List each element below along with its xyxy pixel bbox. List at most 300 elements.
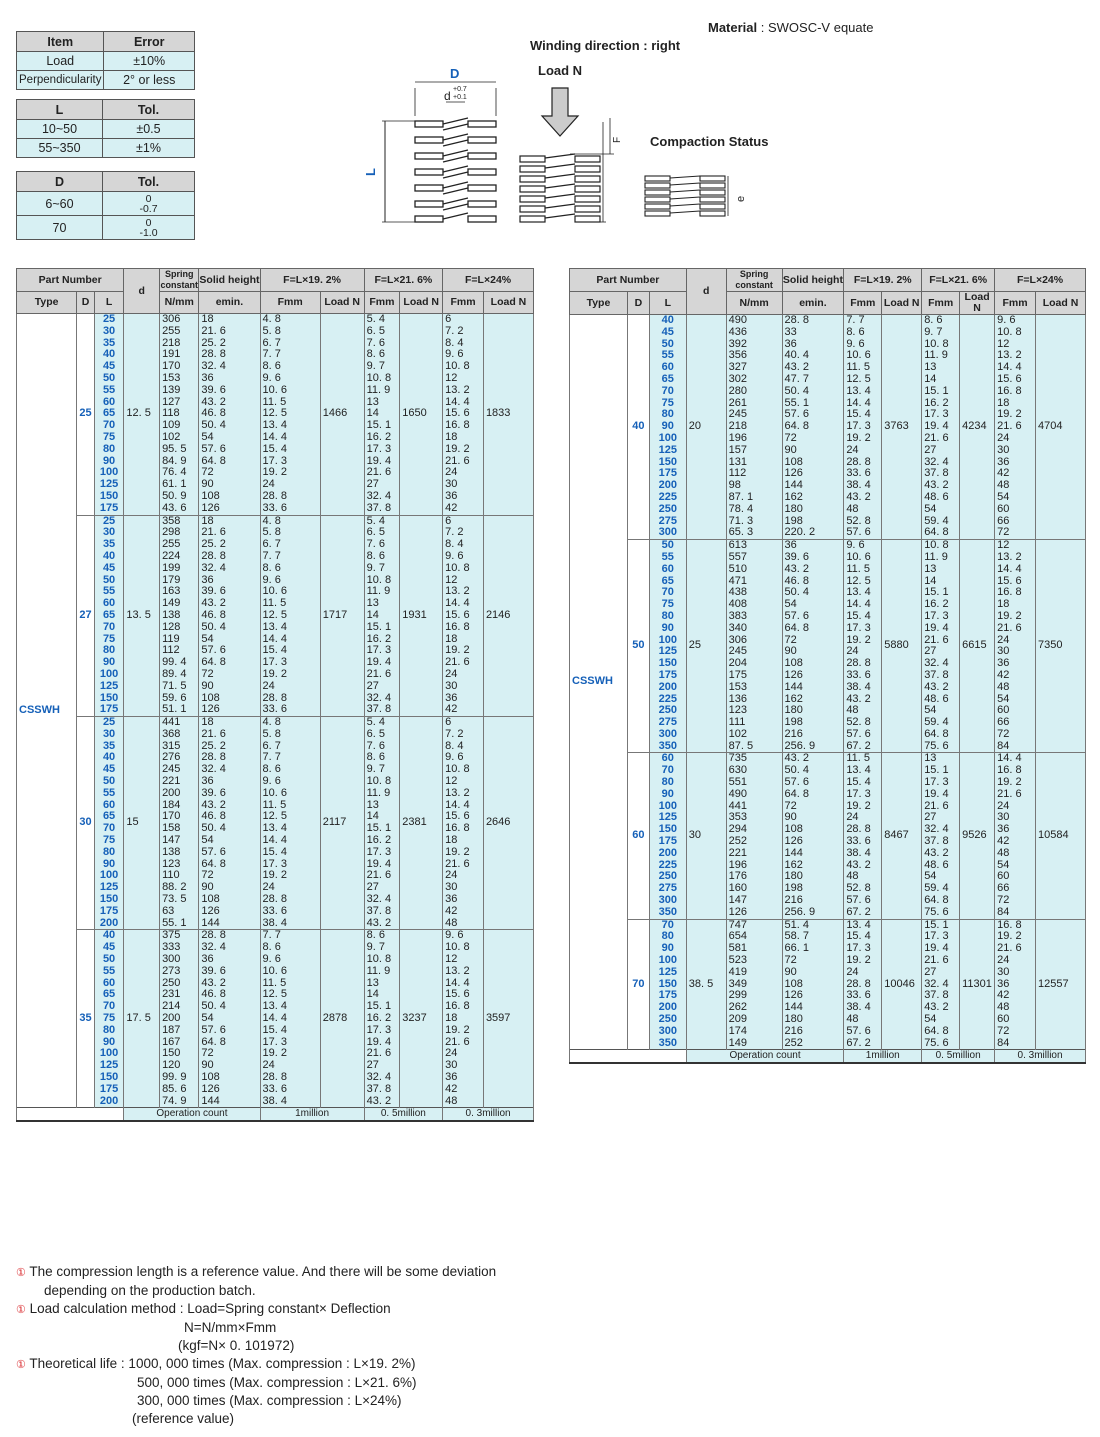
L-cell: 35 bbox=[94, 338, 124, 350]
solid-height-cell: 40. 4 bbox=[782, 350, 844, 362]
fmm192-cell: 13. 4 bbox=[844, 386, 882, 398]
fmm216-cell: 19. 4 bbox=[364, 1037, 400, 1049]
L-cell: 65 bbox=[94, 811, 124, 823]
spring-constant-cell: 315 bbox=[160, 741, 199, 753]
op-1m: 1million bbox=[260, 1108, 364, 1122]
fmm192-cell: 10. 6 bbox=[844, 552, 882, 564]
spring-constant-cell: 221 bbox=[726, 848, 782, 860]
fmm216-cell: 13 bbox=[364, 800, 400, 812]
fmm216-cell: 11. 9 bbox=[364, 788, 400, 800]
fmm192-cell: 6. 7 bbox=[260, 338, 320, 350]
L-cell: 150 bbox=[649, 457, 686, 469]
solid-height-cell: 25. 2 bbox=[199, 539, 260, 551]
fmm192-cell: 7. 7 bbox=[260, 551, 320, 563]
fmm24-cell: 16. 8 bbox=[443, 1001, 484, 1013]
spring-constant-cell: 245 bbox=[726, 409, 782, 421]
L-cell: 70 bbox=[94, 1001, 124, 1013]
spring-constant-cell: 73. 5 bbox=[160, 894, 199, 906]
spring-constant-cell: 255 bbox=[160, 539, 199, 551]
spring-constant-cell: 71. 5 bbox=[160, 681, 199, 693]
bullet-icon: ① bbox=[16, 1267, 26, 1279]
solid-height-cell: 108 bbox=[199, 894, 260, 906]
cell: 10~50 bbox=[17, 120, 103, 139]
L-cell: 175 bbox=[649, 836, 686, 848]
fmm216-cell: 64. 8 bbox=[922, 895, 960, 907]
L-cell: 40 bbox=[94, 349, 124, 361]
spring-constant-cell: 55. 1 bbox=[160, 918, 199, 930]
th: Tol. bbox=[103, 100, 195, 120]
fmm24-cell: 18 bbox=[443, 1013, 484, 1025]
solid-height-cell: 32. 4 bbox=[199, 764, 260, 776]
fmm216-cell: 15. 1 bbox=[922, 765, 960, 777]
fmm192-cell: 67. 2 bbox=[844, 907, 882, 919]
spring-constant-cell: 85. 6 bbox=[160, 1084, 199, 1096]
fmm192-cell: 15. 4 bbox=[260, 645, 320, 657]
fmm24-cell: 72 bbox=[995, 729, 1036, 741]
fmm192-cell: 24 bbox=[844, 445, 882, 457]
fmm24-cell: 7. 2 bbox=[443, 326, 484, 338]
fmm216-cell: 17. 3 bbox=[922, 931, 960, 943]
fmm216-cell: 48. 6 bbox=[922, 492, 960, 504]
L-cell: 175 bbox=[94, 503, 124, 515]
emin-header: emin. bbox=[782, 292, 844, 315]
fmm24-cell: 10. 8 bbox=[443, 942, 484, 954]
fmm192-cell: 38. 4 bbox=[844, 1002, 882, 1014]
fmm24-cell: 14. 4 bbox=[443, 397, 484, 409]
fmm192-cell: 14. 4 bbox=[844, 398, 882, 410]
D-cell: 27 bbox=[77, 515, 95, 717]
fmm24-cell: 84 bbox=[995, 907, 1036, 919]
fmm216-cell: 37. 8 bbox=[922, 468, 960, 480]
L-cell: 300 bbox=[649, 1026, 686, 1038]
cell bbox=[103, 216, 195, 240]
fmm24-cell: 19. 2 bbox=[443, 847, 484, 859]
spring-constant-cell: 176 bbox=[726, 871, 782, 883]
solid-height-cell: 216 bbox=[782, 895, 844, 907]
solid-height-cell: 126 bbox=[782, 990, 844, 1002]
solid-height-cell: 64. 8 bbox=[782, 421, 844, 433]
solid-height-cell: 180 bbox=[782, 1014, 844, 1026]
fmm192-cell: 12. 5 bbox=[260, 408, 320, 420]
fmm24-cell: 48 bbox=[995, 480, 1036, 492]
load-label: Load N bbox=[538, 63, 583, 78]
solid-height-cell: 36 bbox=[782, 540, 844, 552]
fmm192-cell: 24 bbox=[260, 1060, 320, 1072]
solid-height-cell: 54 bbox=[199, 634, 260, 646]
spring-constant-cell: 147 bbox=[726, 895, 782, 907]
fmm24-cell: 36 bbox=[995, 824, 1036, 836]
load216-cell: 6615 bbox=[960, 540, 995, 753]
D-cell: 70 bbox=[627, 919, 649, 1050]
L-cell: 275 bbox=[649, 516, 686, 528]
fmm216-cell: 64. 8 bbox=[922, 1026, 960, 1038]
fmm192-cell: 17. 3 bbox=[260, 1037, 320, 1049]
fmm192-cell: 19. 2 bbox=[844, 433, 882, 445]
spring-constant-cell: 84. 9 bbox=[160, 456, 199, 468]
fmm192-cell: 33. 6 bbox=[260, 906, 320, 918]
fmm216-cell: 17. 3 bbox=[922, 409, 960, 421]
fmm216-cell: 6. 5 bbox=[364, 326, 400, 338]
fmm216-cell: 32. 4 bbox=[364, 491, 400, 503]
solid-height-cell: 55. 1 bbox=[782, 398, 844, 410]
spring-constant-cell: 245 bbox=[160, 764, 199, 776]
spring-constant-cell: 273 bbox=[160, 966, 199, 978]
spring-constant-cell: 204 bbox=[726, 658, 782, 670]
fmm192-cell: 33. 6 bbox=[260, 1084, 320, 1096]
L-cell: 80 bbox=[649, 611, 686, 623]
tol-lower: -1.0 bbox=[139, 226, 158, 239]
spring-constant-cell: 383 bbox=[726, 611, 782, 623]
spring-constant-header: Spring constant bbox=[160, 269, 198, 290]
fmm192-cell: 15. 4 bbox=[260, 444, 320, 456]
fmm216-cell: 21. 6 bbox=[364, 1048, 400, 1060]
fmm192-cell: 7. 7 bbox=[260, 930, 320, 942]
spring-constant-cell: 306 bbox=[726, 635, 782, 647]
fmm192-cell: 19. 2 bbox=[260, 467, 320, 479]
solid-height-cell: 50. 4 bbox=[782, 386, 844, 398]
fmm216-cell: 13 bbox=[922, 362, 960, 374]
table-row bbox=[17, 432, 534, 444]
fmm216-cell: 16. 2 bbox=[364, 432, 400, 444]
fmm24-cell: 9. 6 bbox=[443, 551, 484, 563]
fmm192-cell: 13. 4 bbox=[260, 823, 320, 835]
fmm24-cell: 30 bbox=[995, 812, 1036, 824]
f24-header: F=L×24% bbox=[443, 269, 534, 292]
solid-height-cell: 108 bbox=[782, 979, 844, 991]
solid-height-cell: 39. 6 bbox=[199, 385, 260, 397]
fmm24-cell: 21. 6 bbox=[995, 789, 1036, 801]
th: Tol. bbox=[103, 172, 195, 192]
spring-constant-cell: 43. 6 bbox=[160, 503, 199, 515]
solid-height-cell: 28. 8 bbox=[199, 349, 260, 361]
table-row bbox=[17, 729, 534, 741]
solid-height-cell: 126 bbox=[199, 704, 260, 716]
fmm24-cell: 30 bbox=[995, 646, 1036, 658]
fmm-header: Fmm bbox=[922, 292, 960, 315]
spring-constant-cell: 118 bbox=[160, 408, 199, 420]
fmm24-cell: 13. 2 bbox=[443, 385, 484, 397]
fmm216-cell: 9. 7 bbox=[364, 361, 400, 373]
fmm24-cell: 42 bbox=[443, 906, 484, 918]
spring-constant-cell: 120 bbox=[160, 1060, 199, 1072]
L-cell: 80 bbox=[94, 444, 124, 456]
fmm216-cell: 59. 4 bbox=[922, 717, 960, 729]
L-cell: 125 bbox=[94, 479, 124, 491]
fmm216-cell: 14 bbox=[364, 811, 400, 823]
solid-height-cell: 72 bbox=[199, 467, 260, 479]
fmm24-cell: 10. 8 bbox=[443, 361, 484, 373]
L-cell: 350 bbox=[649, 741, 686, 753]
spring-constant-cell: 88. 2 bbox=[160, 882, 199, 894]
fmm216-cell: 59. 4 bbox=[922, 883, 960, 895]
spring-constant-cell: 306 bbox=[160, 314, 199, 326]
L-cell: 125 bbox=[94, 1060, 124, 1072]
fmm24-cell: 84 bbox=[995, 1038, 1036, 1050]
solid-height-cell: 50. 4 bbox=[782, 765, 844, 777]
fmm216-cell: 48. 6 bbox=[922, 860, 960, 872]
spring-constant-cell: 368 bbox=[160, 729, 199, 741]
solid-height-cell: 36 bbox=[199, 954, 260, 966]
spring-constant-cell: 76. 4 bbox=[160, 467, 199, 479]
fmm192-cell: 15. 4 bbox=[844, 611, 882, 623]
table-row bbox=[17, 503, 534, 515]
fmm192-cell: 28. 8 bbox=[844, 979, 882, 991]
L-cell: 45 bbox=[94, 764, 124, 776]
spring-constant-cell: 438 bbox=[726, 587, 782, 599]
fmm216-cell: 64. 8 bbox=[922, 729, 960, 741]
fmm24-cell: 6 bbox=[443, 515, 484, 527]
fmm24-cell: 42 bbox=[995, 670, 1036, 682]
fmm24-cell: 30 bbox=[443, 1060, 484, 1072]
fmm192-cell: 10. 6 bbox=[844, 350, 882, 362]
fmm192-cell: 48 bbox=[844, 705, 882, 717]
solid-height-cell: 46. 8 bbox=[782, 576, 844, 588]
fmm192-cell: 15. 4 bbox=[844, 777, 882, 789]
solid-height-cell: 162 bbox=[782, 860, 844, 872]
fmm216-cell: 75. 6 bbox=[922, 1038, 960, 1050]
material-label: Material bbox=[708, 20, 758, 35]
fmm24-cell: 19. 2 bbox=[995, 409, 1036, 421]
solid-height-cell: 144 bbox=[782, 682, 844, 694]
fmm192-cell: 67. 2 bbox=[844, 1038, 882, 1050]
fmm192-cell: 17. 3 bbox=[844, 421, 882, 433]
L-cell: 150 bbox=[94, 894, 124, 906]
fmm192-cell: 43. 2 bbox=[844, 694, 882, 706]
solid-height-cell: 126 bbox=[199, 503, 260, 515]
table-row bbox=[17, 314, 534, 326]
fmm192-cell: 33. 6 bbox=[260, 704, 320, 716]
fmm192-cell: 48 bbox=[844, 871, 882, 883]
fmm192-cell: 13. 4 bbox=[844, 919, 882, 931]
solid-height-cell: 57. 6 bbox=[199, 444, 260, 456]
fmm24-cell: 10. 8 bbox=[443, 563, 484, 575]
fmm-header: Fmm bbox=[844, 292, 882, 315]
fmm192-cell: 8. 6 bbox=[260, 942, 320, 954]
fmm192-cell: 24 bbox=[260, 882, 320, 894]
load-header: Load N bbox=[483, 292, 533, 314]
solid-height-cell: 54 bbox=[199, 432, 260, 444]
L-cell: 100 bbox=[649, 433, 686, 445]
L-cell: 30 bbox=[94, 729, 124, 741]
load192-cell: 1466 bbox=[320, 314, 364, 516]
fmm192-cell: 38. 4 bbox=[260, 918, 320, 930]
fmm216-cell: 32. 4 bbox=[922, 658, 960, 670]
L-cell: 65 bbox=[649, 576, 686, 588]
fmm24-cell: 18 bbox=[443, 634, 484, 646]
solid-height-cell: 90 bbox=[199, 882, 260, 894]
spring-constant-cell: 153 bbox=[726, 682, 782, 694]
table-row bbox=[17, 610, 534, 622]
spring-constant-cell: 175 bbox=[726, 670, 782, 682]
fmm192-cell: 12. 5 bbox=[844, 576, 882, 588]
fmm24-cell: 72 bbox=[995, 527, 1036, 539]
fmm24-cell: 14. 4 bbox=[995, 753, 1036, 765]
solid-height-cell: 21. 6 bbox=[199, 326, 260, 338]
fmm192-cell: 19. 2 bbox=[844, 801, 882, 813]
part-number-header: Part Number bbox=[570, 269, 687, 292]
fmm216-cell: 15. 1 bbox=[364, 1001, 400, 1013]
fmm24-cell: 21. 6 bbox=[995, 943, 1036, 955]
solid-height-cell: 39. 6 bbox=[199, 966, 260, 978]
fmm216-cell: 10. 8 bbox=[922, 540, 960, 552]
spring-constant-cell: 87. 1 bbox=[726, 492, 782, 504]
fmm216-cell: 32. 4 bbox=[364, 693, 400, 705]
fmm216-cell: 5. 4 bbox=[364, 314, 400, 326]
free-spring-drawing bbox=[382, 82, 496, 222]
op-03m: 0. 3million bbox=[995, 1050, 1086, 1064]
fmm192-cell: 28. 8 bbox=[260, 693, 320, 705]
fmm24-cell: 21. 6 bbox=[443, 456, 484, 468]
fmm216-cell: 37. 8 bbox=[364, 704, 400, 716]
spring-constant-cell: 158 bbox=[160, 823, 199, 835]
notes bbox=[16, 1263, 496, 1428]
fmm216-cell: 8. 6 bbox=[364, 349, 400, 361]
fmm-header: Fmm bbox=[443, 292, 484, 314]
load24-cell: 7350 bbox=[1036, 540, 1086, 753]
L-cell: 150 bbox=[649, 824, 686, 836]
fmm24-cell: 18 bbox=[995, 599, 1036, 611]
fmm192-cell: 5. 8 bbox=[260, 326, 320, 338]
fmm192-cell: 19. 2 bbox=[844, 635, 882, 647]
fmm192-cell: 14. 4 bbox=[260, 835, 320, 847]
fmm216-cell: 5. 4 bbox=[364, 717, 400, 729]
fmm192-cell: 28. 8 bbox=[260, 1072, 320, 1084]
dim-e: e bbox=[735, 195, 747, 202]
load192-cell: 2878 bbox=[320, 930, 364, 1108]
fmm216-cell: 37. 8 bbox=[364, 503, 400, 515]
solid-height-cell: 57. 6 bbox=[199, 645, 260, 657]
solid-height-cell: 108 bbox=[199, 1072, 260, 1084]
fmm24-cell: 24 bbox=[995, 801, 1036, 813]
L-cell: 175 bbox=[94, 906, 124, 918]
L-cell: 65 bbox=[94, 610, 124, 622]
fmm24-cell: 18 bbox=[995, 398, 1036, 410]
solid-height-cell: 64. 8 bbox=[199, 1037, 260, 1049]
table-row bbox=[17, 906, 534, 918]
L-cell: 100 bbox=[94, 1048, 124, 1060]
fmm24-cell: 14. 4 bbox=[995, 362, 1036, 374]
spring-constant-cell: 261 bbox=[726, 398, 782, 410]
solid-height-cell: 198 bbox=[782, 883, 844, 895]
fmm192-cell: 24 bbox=[844, 812, 882, 824]
fmm216-cell: 19. 4 bbox=[364, 456, 400, 468]
fmm24-cell: 24 bbox=[995, 635, 1036, 647]
L-cell: 40 bbox=[94, 930, 124, 942]
fmm216-cell: 17. 3 bbox=[364, 1025, 400, 1037]
wire-d-cell: 13. 5 bbox=[124, 515, 160, 717]
L-cell: 175 bbox=[649, 670, 686, 682]
solid-height-cell: 72 bbox=[199, 1048, 260, 1060]
L-cell: 90 bbox=[94, 859, 124, 871]
solid-height-cell: 51. 4 bbox=[782, 919, 844, 931]
fmm216-cell: 6. 5 bbox=[364, 729, 400, 741]
fmm216-cell: 19. 4 bbox=[364, 859, 400, 871]
note-3 bbox=[16, 1355, 496, 1374]
spring-constant-cell: 255 bbox=[160, 326, 199, 338]
spring-constant-cell: 138 bbox=[160, 847, 199, 859]
L-cell: 45 bbox=[94, 942, 124, 954]
note-3-300k: 300, 000 times (Max. compression : L×24%) bbox=[137, 1393, 402, 1408]
spring-constant-cell: 95. 5 bbox=[160, 444, 199, 456]
fmm216-cell: 9. 7 bbox=[364, 563, 400, 575]
spring-constant-cell: 735 bbox=[726, 753, 782, 765]
solid-height-cell: 57. 6 bbox=[782, 777, 844, 789]
fmm192-cell: 7. 7 bbox=[260, 349, 320, 361]
nmm-header: N/mm bbox=[726, 292, 782, 315]
L-cell: 125 bbox=[649, 812, 686, 824]
L-cell: 80 bbox=[94, 645, 124, 657]
L-cell: 60 bbox=[94, 598, 124, 610]
fmm24-cell: 16. 8 bbox=[443, 622, 484, 634]
fmm192-cell: 33. 6 bbox=[844, 836, 882, 848]
fmm216-cell: 11. 9 bbox=[922, 552, 960, 564]
spring-constant-cell: 654 bbox=[726, 931, 782, 943]
L-cell: 70 bbox=[94, 622, 124, 634]
fmm216-cell: 14 bbox=[922, 576, 960, 588]
solid-height-cell: 162 bbox=[782, 492, 844, 504]
fmm216-cell: 37. 8 bbox=[922, 670, 960, 682]
solid-height-cell: 46. 8 bbox=[199, 989, 260, 1001]
spring-constant-cell: 356 bbox=[726, 350, 782, 362]
fmm216-cell: 64. 8 bbox=[922, 527, 960, 539]
L-cell: 100 bbox=[649, 635, 686, 647]
table-row bbox=[17, 669, 534, 681]
L-cell: 125 bbox=[94, 882, 124, 894]
fmm24-cell: 12 bbox=[443, 373, 484, 385]
fmm24-cell: 18 bbox=[443, 835, 484, 847]
D-cell: 50 bbox=[627, 540, 649, 753]
load192-cell: 5880 bbox=[882, 540, 922, 753]
fmm192-cell: 11. 5 bbox=[260, 978, 320, 990]
spring-constant-cell: 150 bbox=[160, 1048, 199, 1060]
solid-height-cell: 18 bbox=[199, 515, 260, 527]
fmm192-cell: 28. 8 bbox=[260, 491, 320, 503]
fmm24-cell: 9. 6 bbox=[443, 930, 484, 942]
fmm216-cell: 21. 6 bbox=[364, 669, 400, 681]
tolerance-table-D bbox=[16, 171, 195, 240]
fmm24-cell: 7. 2 bbox=[443, 527, 484, 539]
spring-constant-cell: 490 bbox=[726, 315, 782, 327]
solid-height-cell: 64. 8 bbox=[199, 859, 260, 871]
fmm216-cell: 10. 8 bbox=[364, 954, 400, 966]
spring-constant-cell: 111 bbox=[726, 717, 782, 729]
fmm24-cell: 15. 6 bbox=[995, 576, 1036, 588]
solid-height-cell: 144 bbox=[782, 848, 844, 860]
cell: 6~60 bbox=[17, 192, 103, 216]
solid-height-cell: 50. 4 bbox=[199, 622, 260, 634]
L-cell: 150 bbox=[94, 491, 124, 503]
solid-height-cell: 28. 8 bbox=[199, 551, 260, 563]
fmm216-cell: 16. 2 bbox=[364, 835, 400, 847]
cell: Load bbox=[17, 52, 104, 71]
spring-constant-cell: 471 bbox=[726, 576, 782, 588]
L-cell: 175 bbox=[649, 468, 686, 480]
fmm24-cell: 30 bbox=[995, 445, 1036, 457]
wire-d-cell: 17. 5 bbox=[124, 930, 160, 1108]
spring-constant-cell: 551 bbox=[726, 777, 782, 789]
solid-height-cell: 28. 8 bbox=[199, 752, 260, 764]
solid-height-cell: 57. 6 bbox=[782, 409, 844, 421]
spring-constant-cell: 630 bbox=[726, 765, 782, 777]
fmm192-cell: 9. 6 bbox=[260, 575, 320, 587]
solid-height-cell: 28. 8 bbox=[782, 315, 844, 327]
L-cell: 90 bbox=[94, 456, 124, 468]
fmm216-cell: 15. 1 bbox=[922, 587, 960, 599]
fmm216-cell: 43. 2 bbox=[922, 480, 960, 492]
fmm24-cell: 60 bbox=[995, 871, 1036, 883]
fmm192-cell: 13. 4 bbox=[844, 587, 882, 599]
fmm24-cell: 72 bbox=[995, 895, 1036, 907]
